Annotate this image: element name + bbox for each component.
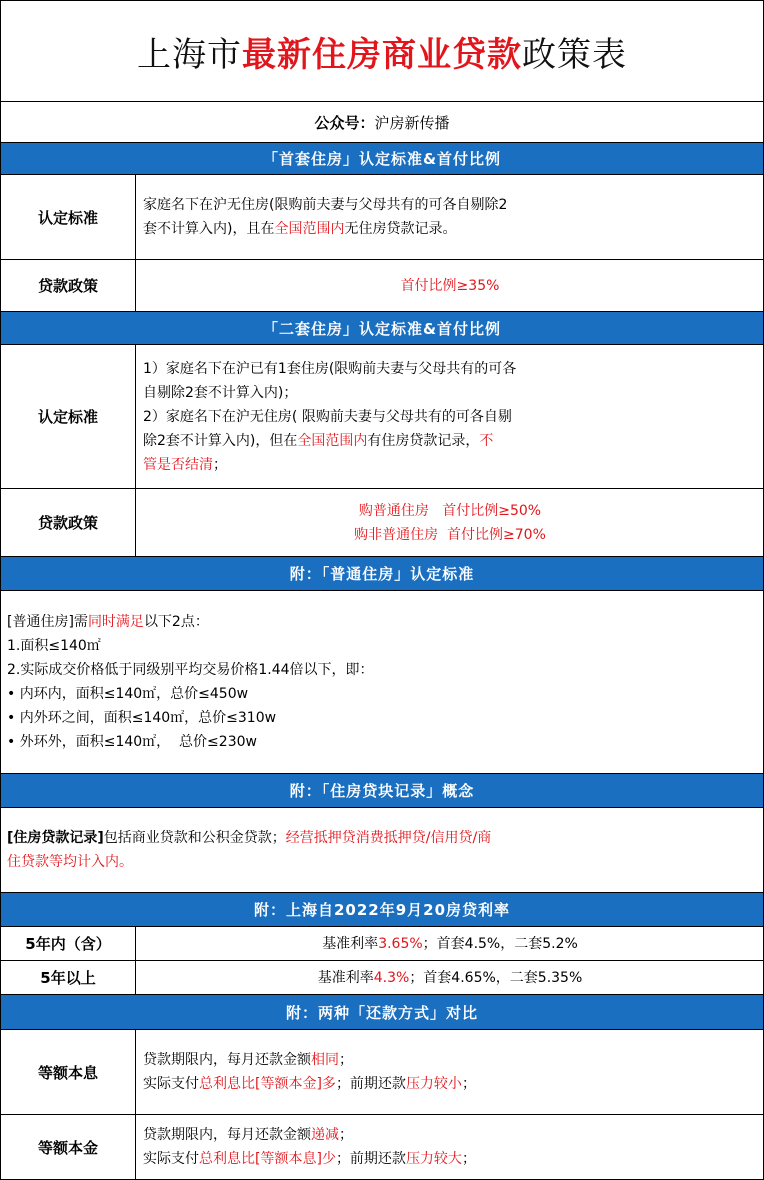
loan-record-content: [住房贷款记录]包括商业贷款和公积金贷款；经营抵押贷消费抵押贷/信用贷/商 住贷款等均计入内。 — [1, 808, 763, 893]
row-label: 5年内（含） — [1, 927, 136, 960]
row-content: 贷款期限内，每月还款金额相同； 实际支付总利息比[等额本金]多；前期还款压力较小； — [143, 1052, 476, 1092]
row-content: 基准利率3.65%；首套4.5%，二套5.2% — [322, 935, 578, 952]
row-content: 1）家庭名下在沪已有1套住房(限购前夫妻与父母共有的可各 自剔除2套不计算入内)； 2）家庭名下在沪无住房( 限购前夫妻与父母共有的可各自剔 除2套不计算入内)，但在全国范围内有住房贷款记录，不 管是否结清； — [143, 360, 517, 473]
row-content: 贷款期限内，每月还款金额递减； 实际支付总利息比[等额本息]少；前期还款压力较大； — [143, 1127, 476, 1167]
second-home-policy-row — [1, 489, 763, 557]
rate-header: 附：上海自2022年9月20房贷利率 — [1, 893, 763, 927]
rate-row-5yr-within — [1, 927, 763, 961]
second-home-header: 「二套住房」认定标准&首付比例 — [1, 312, 763, 345]
loan-record-header: 附：「住房贷块记录」概念 — [1, 774, 763, 808]
first-home-header: 「首套住房」认定标准&首付比例 — [1, 143, 763, 175]
ordinary-housing-content: [普通住房]需同时满足以下2点： 1.面积≤140㎡ 2.实际成交价格低于同级别平均交易价格1.44倍以下，即： • 内环内，面积≤140㎡，总价≤450w • 内外环之间，面积≤140㎡，总价≤310w • 外环外，面积≤140㎡， 总价≤230w — [1, 591, 763, 774]
row-content: 家庭名下在沪无住房(限购前夫妻与父母共有的可各自剔除2 套不计算入内)，且在全国范围内无住房贷款记录。 — [143, 197, 508, 237]
row-label: 认定标准 — [1, 175, 136, 259]
row-content: 购普通住房 首付比例≥50% 购非普通住房 首付比例≥70% — [354, 502, 546, 543]
ordinary-housing-header: 附：「普通住房」认定标准 — [1, 557, 763, 591]
row-label: 认定标准 — [1, 345, 136, 488]
row-label: 贷款政策 — [1, 260, 136, 311]
row-label: 等额本金 — [1, 1115, 136, 1179]
repayment-header: 附：两种「还款方式」对比 — [1, 995, 763, 1030]
row-label: 贷款政策 — [1, 489, 136, 556]
row-content: 首付比例≥35% — [400, 277, 500, 294]
page-title: 上海市 最新住房商业贷款 政策表 — [1, 1, 763, 102]
first-home-policy-row — [1, 260, 763, 312]
first-home-standard-row — [1, 175, 763, 260]
second-home-standard-row — [1, 345, 763, 489]
rate-row-5yr-above — [1, 961, 763, 995]
row-label: 5年以上 — [1, 961, 136, 994]
account-row: 公众号： 沪房新传播 — [1, 102, 763, 143]
row-content: 基准利率4.3%；首套4.65%，二套5.35% — [317, 969, 583, 986]
repayment-equal-installment-row — [1, 1030, 763, 1115]
repayment-equal-principal-row — [1, 1115, 763, 1179]
row-label: 等额本息 — [1, 1030, 136, 1114]
